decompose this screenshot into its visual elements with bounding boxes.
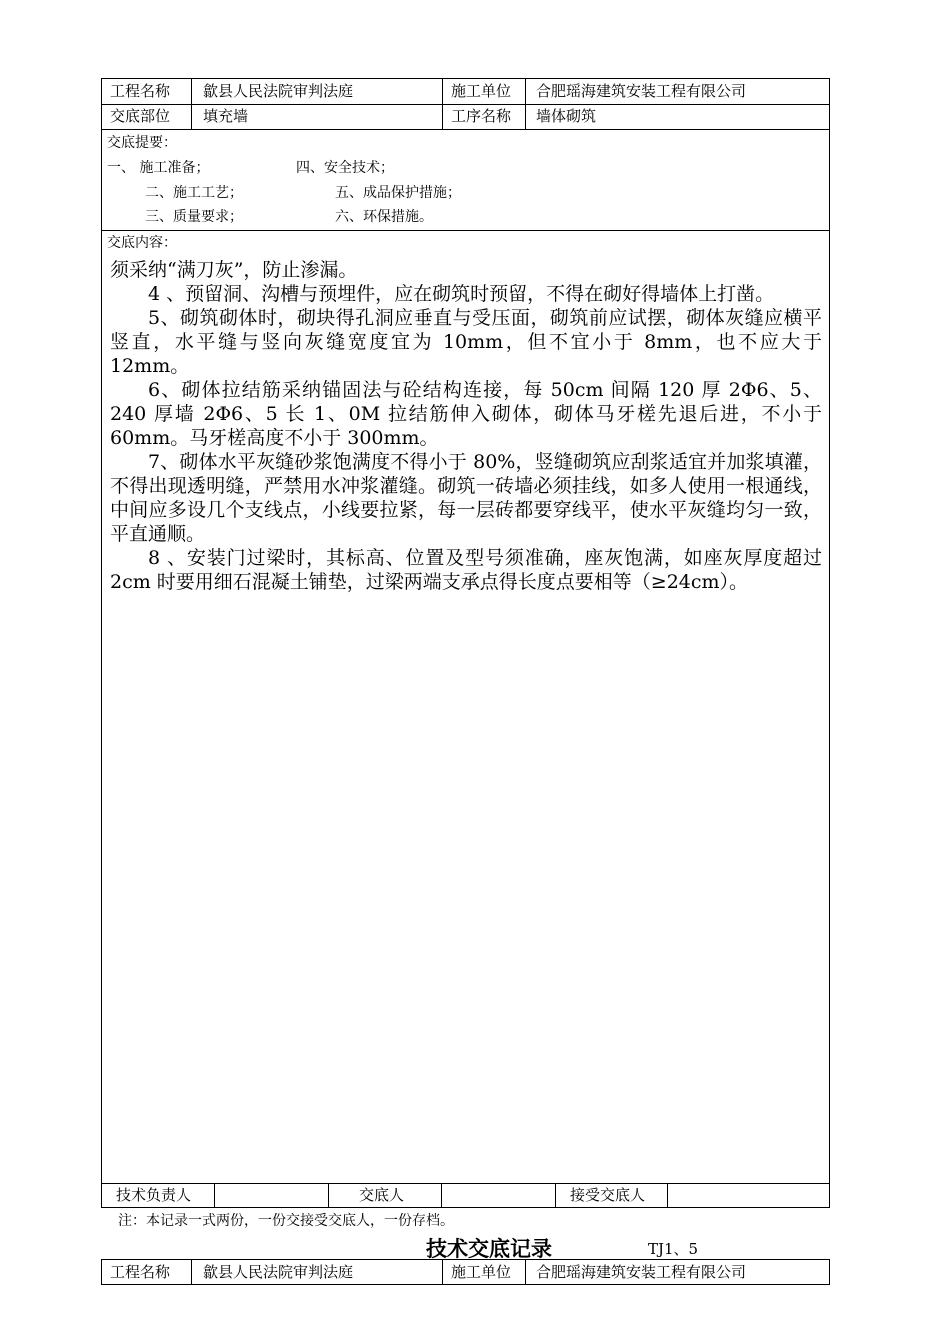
tech-lead-label: 技术负责人 (116, 1186, 192, 1204)
receiver-label: 接受交底人 (570, 1186, 646, 1204)
project-name-value: 歙县人民法院审判法庭 (203, 82, 354, 100)
col-divider (191, 1259, 192, 1285)
summary-item-4: 四、安全技术； (296, 160, 394, 176)
next-construction-unit-value: 合肥瑶海建筑安装工程有限公司 (536, 1263, 747, 1281)
summary-item-6: 六、环保措施。 (335, 209, 433, 225)
col-divider (525, 78, 526, 129)
col-divider (328, 1183, 329, 1208)
col-divider (442, 78, 443, 129)
col-divider (441, 1183, 442, 1208)
record-code: TJ1、5 (648, 1240, 699, 1258)
content-paragraph: 7、砌体水平灰缝砂浆饱满度不得小于 80%，竖缝砌筑应刮浆适宜并加浆填灌，不得出现透明缝，严禁用水冲浆灌缝。砌筑一砖墙必须挂线，如多人使用一根通线，中间应多设几个支线点，小线要拉紧，每一层砖都要穿线平，使水平灰缝均匀一致，平直通顺。 (110, 451, 822, 545)
col-divider (442, 1259, 443, 1285)
archive-note: 注：本记录一式两份，一份交接受交底人，一份存档。 (118, 1213, 454, 1229)
content-paragraph: 4 、预留洞、沟槽与预埋件，应在砌筑时预留，不得在砌好得墙体上打凿。 (148, 283, 775, 305)
summary-label: 交底提要： (107, 135, 177, 151)
row-divider (101, 230, 830, 231)
row-divider (101, 104, 830, 105)
process-name-value: 墙体砌筑 (536, 107, 597, 125)
col-divider (555, 1183, 556, 1208)
col-divider (214, 1183, 215, 1208)
project-name-label: 工程名称 (110, 82, 171, 100)
content-paragraph: 6、砌体拉结筋采纳锚固法与砼结构连接，每 50cm 间隔 120 厚 2Φ6、5、240 厚墙 2Φ6、5 长 1、0M 拉结筋伸入砌体，砌体马牙槎先退后进，不小于 60mm。马牙槎高度不小于 300mm。 (110, 379, 822, 449)
summary-item-1: 一、 施工准备； (107, 160, 210, 176)
content-body (110, 258, 822, 594)
record-title: 技术交底记录 (426, 1236, 552, 1261)
record-table (101, 78, 830, 1208)
summary-item-2: 二、施工工艺； (145, 185, 243, 201)
briefing-part-label: 交底部位 (110, 107, 171, 125)
briefing-part-value: 填充墙 (203, 107, 249, 125)
row-divider (101, 129, 830, 130)
content-paragraph: 5、砌筑砌体时，砌块得孔洞应垂直与受压面，砌筑前应试摆，砌体灰缝应横平竖直，水平缝与竖向灰缝宽度宜为 10mm，但不宜小于 8mm，也不应大于 12mm。 (110, 307, 822, 377)
row-divider (101, 1183, 830, 1184)
process-name-label: 工序名称 (451, 107, 512, 125)
content-label: 交底内容： (107, 235, 177, 251)
construction-unit-value: 合肥瑶海建筑安装工程有限公司 (536, 82, 747, 100)
col-divider (191, 78, 192, 129)
content-paragraph: 须采纳“满刀灰”，防止渗漏。 (110, 259, 358, 281)
next-project-name-value: 歙县人民法院审判法庭 (203, 1263, 354, 1281)
summary-item-3: 三、质量要求； (145, 209, 243, 225)
content-paragraph: 8 、安装门过梁时，其标高、位置及型号须准确，座灰饱满，如座灰厚度超过 2cm 时要用细石混凝土铺垫，过梁两端支承点得长度点要相等（≥24cm）。 (110, 547, 822, 593)
summary-item-5: 五、成品保护措施； (335, 185, 461, 201)
next-construction-unit-label: 施工单位 (451, 1263, 512, 1281)
next-project-name-label: 工程名称 (110, 1263, 171, 1281)
col-divider (525, 1259, 526, 1285)
presenter-label: 交底人 (359, 1186, 405, 1204)
construction-unit-label: 施工单位 (451, 82, 512, 100)
col-divider (667, 1183, 668, 1208)
